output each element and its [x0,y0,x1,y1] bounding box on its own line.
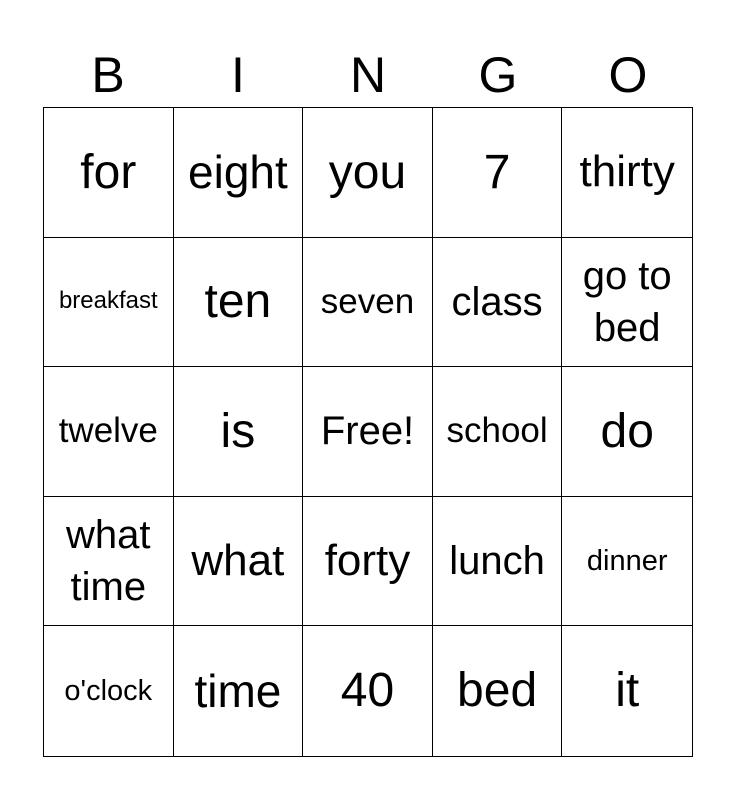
bingo-cell[interactable] [433,367,563,497]
bingo-cell[interactable] [562,497,692,627]
cell-label: breakfast [58,287,158,315]
cell-label: what time [66,513,151,610]
bingo-header [43,42,693,108]
cell-label: time [194,664,282,717]
bingo-cell[interactable] [562,367,692,497]
cell-label: lunch [449,539,545,584]
cell-label: dinner [586,544,668,577]
cell-label: 7 [483,145,511,199]
cell-label: go to bed [582,253,672,350]
bingo-cell[interactable] [303,238,433,368]
bingo-cell[interactable] [433,238,563,368]
bingo-cell[interactable] [174,108,304,238]
cell-label: is [220,404,256,458]
bingo-cell[interactable] [44,497,174,627]
header-letter-g: G [478,47,518,103]
bingo-cell[interactable] [303,108,433,238]
cell-label: o'clock [64,674,153,707]
cell-label: eight [188,145,288,198]
bingo-board [43,107,693,757]
bingo-cell[interactable] [174,238,304,368]
cell-label: class [451,279,543,324]
bingo-cell[interactable] [303,497,433,627]
bingo-cell[interactable] [433,108,563,238]
cell-label: bed [457,664,538,718]
bingo-cell[interactable] [44,367,174,497]
cell-label: do [600,404,654,458]
cell-label: school [446,411,548,451]
bingo-cell[interactable] [562,108,692,238]
bingo-cell[interactable] [433,626,563,756]
bingo-cell[interactable] [174,497,304,627]
cell-label: thirty [579,146,675,196]
cell-label: you [328,145,407,199]
header-letter-o: O [608,47,648,103]
cell-label: ten [204,275,272,329]
bingo-cell[interactable] [174,367,304,497]
bingo-cell[interactable] [433,497,563,627]
cell-label: twelve [58,411,158,451]
cell-label: for [80,145,137,199]
bingo-cell[interactable] [562,238,692,368]
bingo-cell[interactable] [44,108,174,238]
bingo-cell[interactable] [303,626,433,756]
cell-label: seven [320,281,415,321]
bingo-cell[interactable] [303,367,433,497]
cell-label: what [191,535,285,585]
cell-label: it [615,664,640,718]
bingo-cell[interactable] [174,626,304,756]
cell-label: forty [324,535,411,585]
cell-label: Free! [320,409,415,454]
header-letter-n: N [349,47,387,103]
bingo-cell[interactable] [562,626,692,756]
header-letter-b: B [91,47,125,103]
bingo-cell[interactable] [44,626,174,756]
header-letter-i: I [231,47,245,103]
bingo-cell[interactable] [44,238,174,368]
cell-label: 40 [340,664,395,718]
